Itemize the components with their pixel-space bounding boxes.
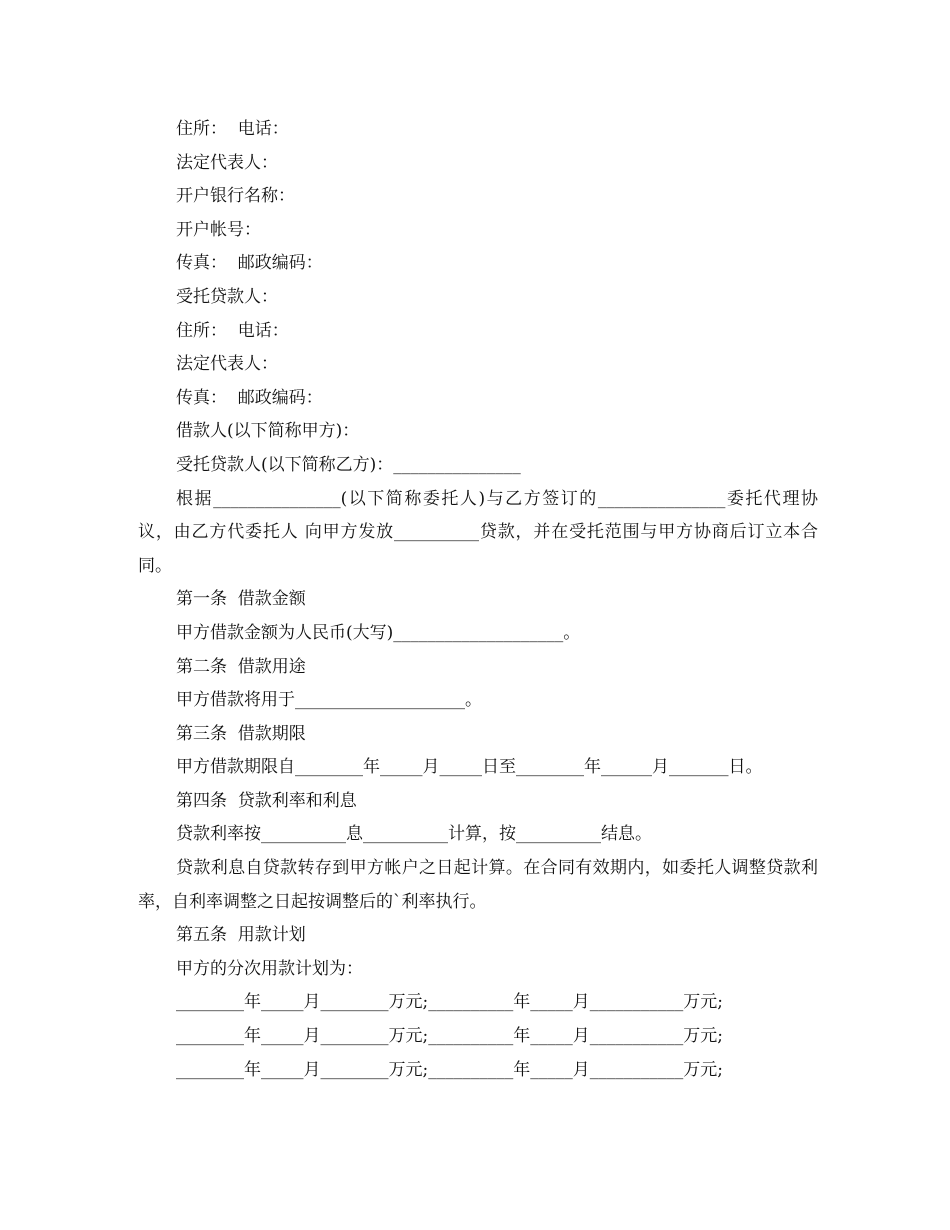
article-1-heading: 第一条 借款金额 [176, 589, 306, 610]
borrower-party-line: 借款人(以下简称甲方)： [176, 421, 360, 442]
preamble-paragraph: 根据_______________(以下简称委托人)与乙方签订的_______________委托代理协议，由乙方代委托人 向甲方发放__________贷款，并在受托范围与甲方协商后订立本合同。 [138, 488, 818, 576]
principal-legal-rep-line: 法定代表人： [176, 152, 278, 173]
article-4-heading: 第四条 贷款利率和利息 [176, 790, 357, 811]
drawdown-schedule-row: ________年_____月________万元;__________年_____月___________万元; [176, 1059, 723, 1080]
principal-address-phone-line: 住所： 电话： [176, 119, 289, 139]
article-3-heading: 第三条 借款期限 [176, 723, 306, 744]
article-4-rate-text: 贷款利率按__________息__________计算，按__________结息。 [176, 824, 652, 845]
article-4-interest-paragraph: 贷款利息自贷款转存到甲方帐户之日起计算。在合同有效期内，如委托人调整贷款利率，自利率调整之日起按调整后的`利率执行。 [138, 858, 818, 912]
lender-heading-line: 受托贷款人： [176, 286, 278, 307]
lender-address-phone-line: 住所： 电话： [176, 320, 289, 341]
lender-fax-postcode-line: 传真： 邮政编码： [176, 387, 323, 408]
drawdown-schedule-row: ________年_____月________万元;__________年_____月___________万元; [176, 992, 723, 1013]
drawdown-schedule-row: ________年_____月________万元;__________年_____月___________万元; [176, 1026, 723, 1047]
article-2-text: 甲方借款将用于____________________。 [176, 690, 482, 711]
article-2-heading: 第二条 借款用途 [176, 656, 306, 677]
lender-party-line: 受托贷款人(以下简称乙方)：_______________ [176, 454, 521, 475]
principal-account-line: 开户帐号： [176, 219, 261, 240]
article-3-text: 甲方借款期限自________年_____月_____日至________年______月_______日。 [176, 757, 763, 778]
article-5-intro: 甲方的分次用款计划为： [176, 958, 363, 979]
principal-bank-name-line: 开户银行名称： [176, 186, 295, 207]
principal-fax-postcode-line: 传真： 邮政编码： [176, 253, 323, 274]
document-body [138, 113, 818, 1087]
article-5-heading: 第五条 用款计划 [176, 925, 306, 946]
article-1-text: 甲方借款金额为人民币(大写)____________________。 [176, 622, 581, 643]
lender-legal-rep-line: 法定代表人： [176, 354, 278, 375]
